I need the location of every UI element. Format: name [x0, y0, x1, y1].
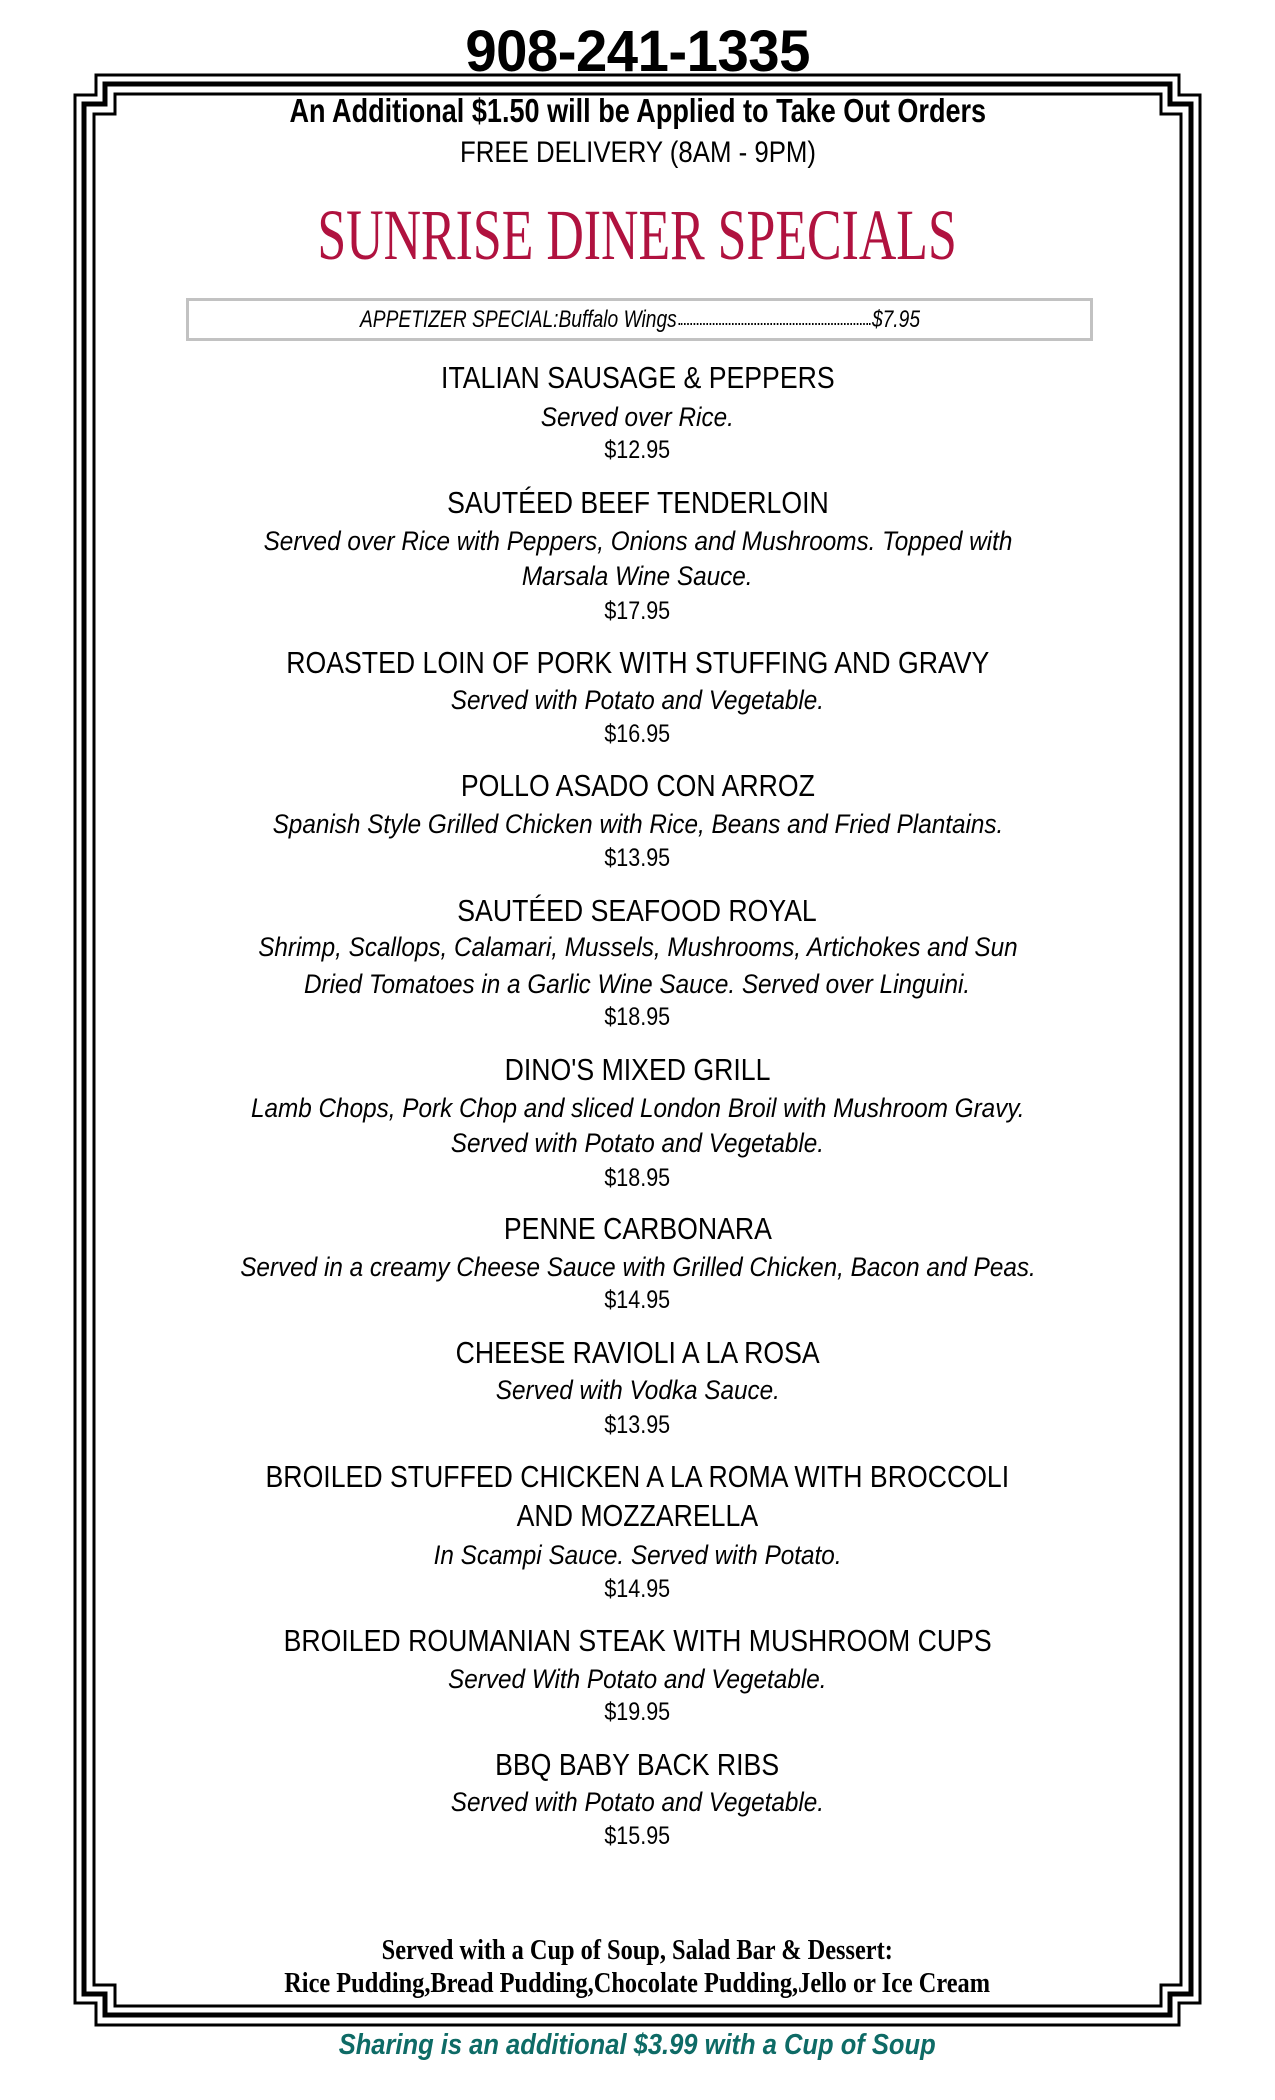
menu-item-description-text: Served with Potato and Vegetable. — [450, 1128, 825, 1158]
menu-item-description — [0, 521, 1275, 561]
phone-number — [0, 19, 1275, 84]
menu-item-price-text: $16.95 — [604, 720, 671, 748]
menu-item-title-text: SAUTÉED SEAFOOD ROYAL — [457, 893, 818, 928]
menu-item-price — [0, 591, 1275, 631]
menu-item-title-text: BROILED STUFFED CHICKEN A LA ROMA WITH BROCCOLI — [265, 1459, 1010, 1494]
page-title-text: SUNRISE DINER SPECIALS — [317, 195, 958, 275]
menu-item-description-text: Spanish Style Grilled Chicken with Rice, Beans and Fried Plantains. — [272, 809, 1003, 839]
menu-item-description-text: Served in a creamy Cheese Sauce with Grilled Chicken, Bacon and Peas. — [239, 1252, 1036, 1282]
menu-item-description — [0, 1370, 1275, 1410]
menu-item-description-text: Served over Rice with Peppers, Onions and Mushrooms. Topped with — [263, 526, 1012, 556]
menu-item-title — [0, 891, 1275, 931]
takeout-notice — [0, 92, 1275, 130]
appetizer-special-line — [189, 301, 1090, 338]
menu-item-title-text: SAUTÉED BEEF TENDERLOIN — [446, 485, 829, 520]
menu-item-price — [0, 714, 1275, 754]
menu-item-title-text: BBQ BABY BACK RIBS — [495, 1747, 780, 1782]
menu-item-title — [0, 1745, 1275, 1785]
menu-item-title — [0, 358, 1275, 398]
dot-leader — [678, 322, 870, 325]
menu-item-description — [0, 556, 1275, 596]
menu-item-description-text: Marsala Wine Sauce. — [522, 561, 753, 591]
menu-item-title — [0, 766, 1275, 806]
menu-item-description-text: Served With Potato and Vegetable. — [448, 1664, 827, 1694]
menu-item-price-text: $15.95 — [604, 1822, 671, 1850]
menu-item-title-text: CHEESE RAVIOLI A LA ROSA — [455, 1335, 820, 1370]
menu-item-title — [0, 1333, 1275, 1373]
menu-item-title — [0, 1621, 1275, 1661]
sharing-note — [0, 2025, 1275, 2065]
menu-item-price — [0, 1280, 1275, 1320]
appetizer-price: $7.95 — [871, 306, 920, 333]
menu-item-description-text: Shrimp, Scallops, Calamari, Mussels, Mushrooms, Artichokes and Sun — [257, 932, 1018, 962]
appetizer-label: APPETIZER SPECIAL: — [359, 306, 558, 333]
menu-item-title-text: ROASTED LOIN OF PORK WITH STUFFING AND GRAVY — [285, 645, 990, 680]
menu-item-title-text: POLLO ASADO CON ARROZ — [460, 768, 815, 803]
menu-item-description-text: Served over Rice. — [540, 402, 735, 432]
menu-item-price-text: $17.95 — [604, 597, 671, 625]
menu-item-title — [0, 483, 1275, 523]
menu-item-title — [0, 1457, 1275, 1497]
menu-item-description-text: Served with Vodka Sauce. — [495, 1375, 780, 1405]
sharing-note-text: Sharing is an additional $3.99 with a Cup of Soup — [339, 2029, 936, 2061]
delivery-notice — [0, 134, 1275, 172]
menu-item-price-text: $14.95 — [604, 1286, 671, 1314]
menu-item-price-text: $13.95 — [604, 1411, 671, 1439]
appetizer-name: Buffalo Wings — [557, 306, 677, 333]
footer-desserts — [0, 1965, 1275, 2001]
phone-number-text: 908-241-1335 — [465, 19, 810, 84]
menu-item-price — [0, 838, 1275, 878]
menu-item-title-text: ITALIAN SAUSAGE & PEPPERS — [440, 360, 835, 395]
menu-item-price — [0, 1158, 1275, 1198]
menu-item-description — [0, 927, 1275, 967]
menu-item-price-text: $13.95 — [604, 844, 671, 872]
menu-item-title-text: DINO'S MIXED GRILL — [504, 1052, 771, 1087]
takeout-notice-text: An Additional $1.50 will be Applied to Take Out Orders — [289, 92, 986, 129]
menu-item-description-text: Served with Potato and Vegetable. — [450, 1787, 825, 1817]
menu-item-description-text: Dried Tomatoes in a Garlic Wine Sauce. Served over Linguini. — [304, 969, 971, 999]
menu-item-title — [0, 1496, 1275, 1536]
menu-item-price — [0, 1405, 1275, 1445]
menu-item-title-text: AND MOZZARELLA — [516, 1498, 759, 1533]
footer-includes — [0, 1932, 1275, 1968]
menu-item-price — [0, 430, 1275, 470]
menu-item-price-text: $18.95 — [604, 1164, 671, 1192]
menu-item-description — [0, 1088, 1275, 1128]
menu-item-price — [0, 1569, 1275, 1609]
menu-item-title-text: PENNE CARBONARA — [503, 1211, 772, 1246]
menu-item-price-text: $19.95 — [604, 1698, 671, 1726]
menu-item-description-text: Served with Potato and Vegetable. — [450, 685, 825, 715]
menu-item-title — [0, 1050, 1275, 1090]
menu-item-title — [0, 1209, 1275, 1249]
menu-item-price-text: $12.95 — [604, 436, 671, 464]
footer-desserts-text: Rice Pudding,Bread Pudding,Chocolate Pudding,Jello or Ice Cream — [284, 1967, 991, 1999]
menu-item-price — [0, 1816, 1275, 1856]
menu-item-price — [0, 997, 1275, 1037]
delivery-notice-text: FREE DELIVERY (8AM - 9PM) — [459, 136, 816, 169]
menu-item-title — [0, 643, 1275, 683]
page-title — [0, 195, 1275, 275]
menu-item-price-text: $18.95 — [604, 1003, 671, 1031]
menu-item-title-text: BROILED ROUMANIAN STEAK WITH MUSHROOM CUPS — [283, 1623, 992, 1658]
menu-item-price-text: $14.95 — [604, 1575, 671, 1603]
menu-item-description-text: In Scampi Sauce. Served with Potato. — [433, 1540, 842, 1570]
menu-item-description — [0, 1123, 1275, 1163]
appetizer-special-box — [186, 298, 1093, 341]
footer-includes-text: Served with a Cup of Soup, Salad Bar & Dessert: — [381, 1934, 894, 1966]
menu-item-price — [0, 1692, 1275, 1732]
menu-item-description-text: Lamb Chops, Pork Chop and sliced London Broil with Mushroom Gravy. — [250, 1093, 1025, 1123]
